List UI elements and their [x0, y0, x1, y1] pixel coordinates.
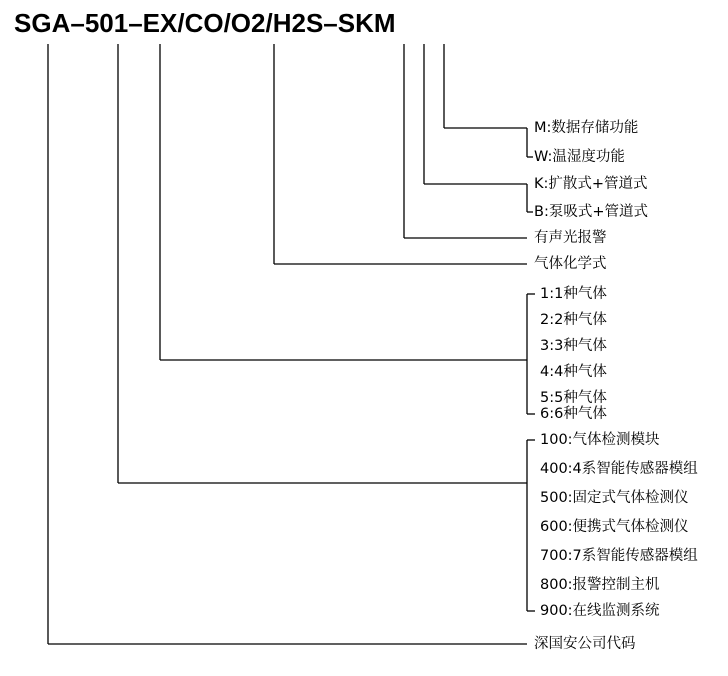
legend-gas-count-3: 3:3种气体: [540, 338, 607, 354]
code-segment-model: 501: [84, 8, 129, 38]
legend-gas-count-4: 4:4种气体: [540, 364, 607, 380]
code-segment-company: SGA: [14, 8, 71, 38]
legend-alarm-s: 有声光报警: [534, 230, 607, 246]
code-segment-sampling: K: [355, 8, 374, 38]
legend-gas-formula: 气体化学式: [534, 256, 607, 272]
legend-series-400: 400:4系智能传感器模组: [540, 461, 698, 477]
legend-function-w: W:温湿度功能: [534, 149, 625, 165]
code-dash-2: –: [128, 8, 143, 38]
legend-gas-count-1: 1:1种气体: [540, 286, 607, 302]
legend-company-code: 深国安公司代码: [534, 636, 636, 652]
code-dash-1: –: [70, 8, 85, 38]
code-segment-gases: EX/CO/O2/H2S: [142, 8, 324, 38]
legend-function-m: M:数据存储功能: [534, 120, 639, 136]
legend-series-900: 900:在线监测系统: [540, 603, 660, 619]
legend-sampling-k: K:扩散式+管道式: [534, 176, 648, 192]
code-dash-3: –: [323, 8, 338, 38]
legend-series-500: 500:固定式气体检测仪: [540, 490, 689, 506]
legend-series-800: 800:报警控制主机: [540, 577, 660, 593]
legend-series-600: 600:便携式气体检测仪: [540, 519, 689, 535]
legend-gas-count-6: 6:6种气体: [540, 406, 607, 422]
code-segment-function: M: [373, 8, 396, 38]
legend-series-100: 100:气体检测模块: [540, 432, 660, 448]
legend-series-700: 700:7系智能传感器模组: [540, 548, 698, 564]
legend-sampling-b: B:泵吸式+管道式: [534, 204, 648, 220]
legend-gas-count-5: 5:5种气体: [540, 390, 607, 406]
code-segment-alarm: S: [337, 8, 356, 38]
legend-gas-count-2: 2:2种气体: [540, 312, 607, 328]
